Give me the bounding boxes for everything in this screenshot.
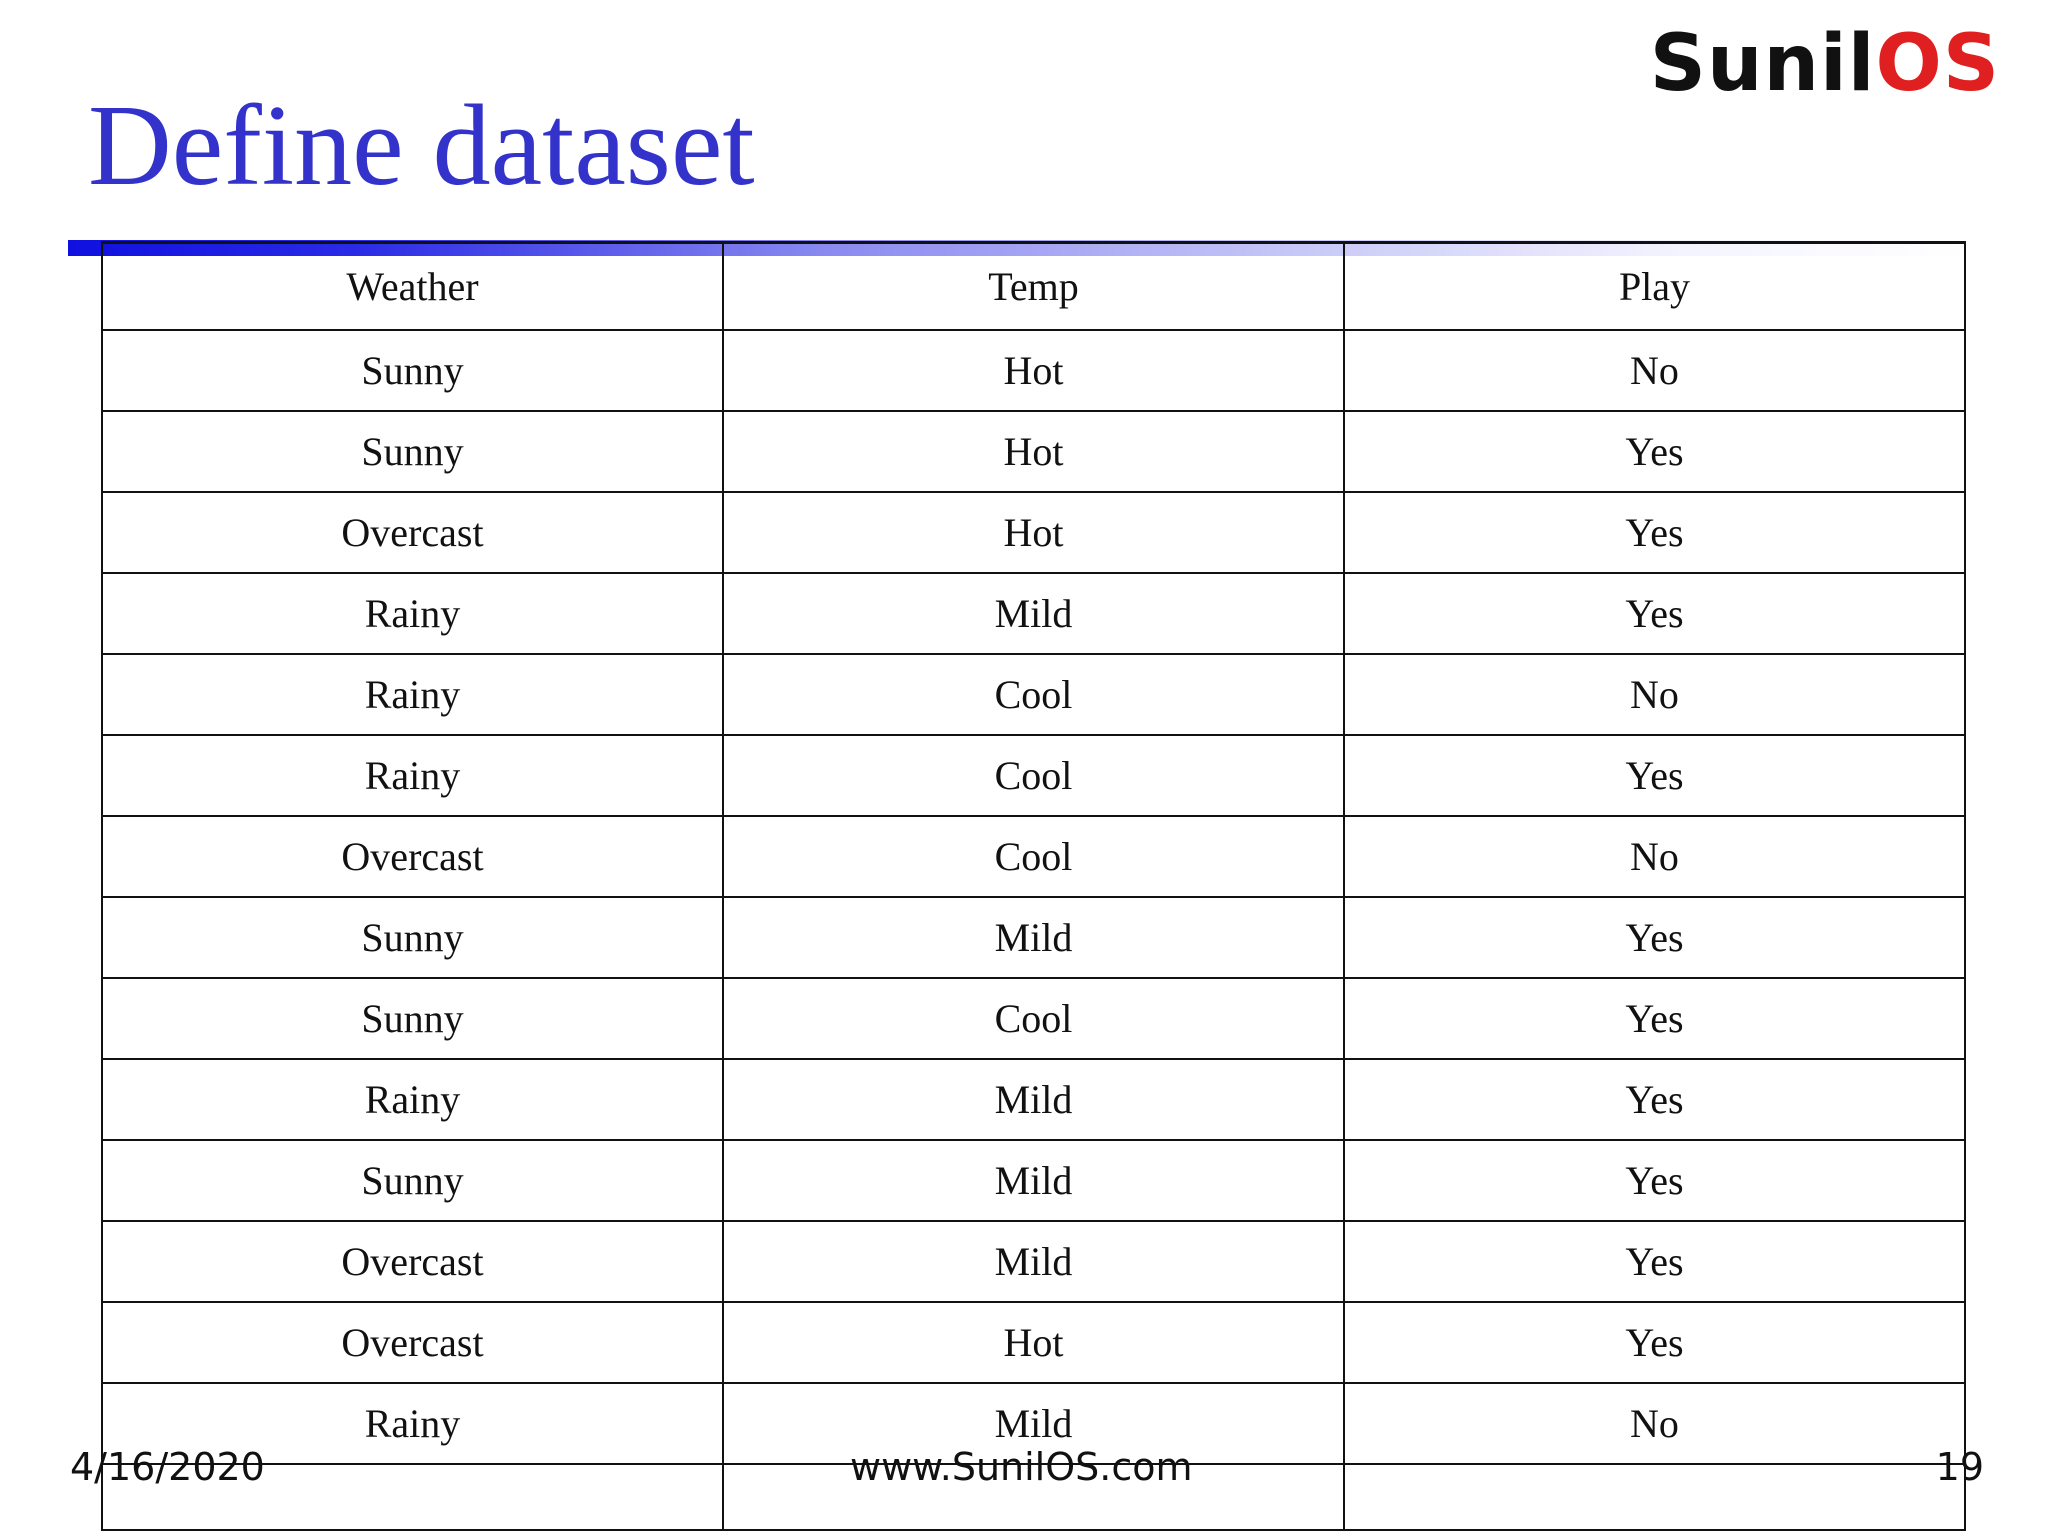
table-row — [102, 1059, 1965, 1140]
table-cell: Yes — [1344, 735, 1965, 816]
slide-title: Define dataset — [88, 82, 755, 210]
table-cell: No — [1344, 330, 1965, 411]
table-cell: Yes — [1344, 411, 1965, 492]
table-cell: Overcast — [102, 1221, 723, 1302]
table-cell: Hot — [723, 492, 1344, 573]
table-cell: Mild — [723, 573, 1344, 654]
table-cell: Cool — [723, 735, 1344, 816]
table-cell: Mild — [723, 1140, 1344, 1221]
table-cell: Rainy — [102, 573, 723, 654]
table-row — [102, 1221, 1965, 1302]
footer-page-number: 19 — [1935, 1445, 1984, 1489]
table-cell: Mild — [723, 1221, 1344, 1302]
table-cell: Hot — [723, 411, 1344, 492]
logo-text-red: OS — [1875, 19, 2000, 109]
table-row — [102, 978, 1965, 1059]
table-cell: Mild — [723, 1059, 1344, 1140]
table-row — [102, 330, 1965, 411]
table-cell: Overcast — [102, 492, 723, 573]
table-row — [102, 411, 1965, 492]
header-cell: Play — [1344, 243, 1965, 331]
table-cell: No — [1344, 816, 1965, 897]
table-row — [102, 1140, 1965, 1221]
table-row — [102, 654, 1965, 735]
header-cell: Weather — [102, 243, 723, 331]
table-cell: No — [1344, 654, 1965, 735]
table-cell: Yes — [1344, 897, 1965, 978]
table-cell: Cool — [723, 816, 1344, 897]
table-cell: Rainy — [102, 654, 723, 735]
table-cell: Rainy — [102, 1383, 723, 1464]
table-cell: Mild — [723, 1383, 1344, 1464]
table-cell: Hot — [723, 330, 1344, 411]
table-cell: Yes — [1344, 1302, 1965, 1383]
table-cell: Yes — [1344, 1140, 1965, 1221]
table-cell: Sunny — [102, 330, 723, 411]
header-cell: Temp — [723, 243, 1344, 331]
table-cell: Sunny — [102, 978, 723, 1059]
table-cell: Mild — [723, 897, 1344, 978]
table-cell: Sunny — [102, 411, 723, 492]
logo-text-dark: Sunil — [1649, 19, 1876, 109]
footer-date: 4/16/2020 — [70, 1445, 265, 1489]
table-cell: No — [1344, 1383, 1965, 1464]
table-cell: Cool — [723, 654, 1344, 735]
table-cell: Yes — [1344, 1221, 1965, 1302]
table-row — [102, 816, 1965, 897]
table-cell: Yes — [1344, 978, 1965, 1059]
table-cell: Rainy — [102, 1059, 723, 1140]
table-row — [102, 492, 1965, 573]
table-cell: Rainy — [102, 735, 723, 816]
table-cell: Overcast — [102, 1302, 723, 1383]
table-cell-empty — [1344, 1464, 1965, 1530]
table-cell: Sunny — [102, 897, 723, 978]
dataset-table — [101, 241, 1966, 1531]
sunilos-logo — [1649, 19, 2000, 109]
table-row — [102, 735, 1965, 816]
table-cell: Overcast — [102, 816, 723, 897]
table-header-row — [102, 243, 1965, 331]
table-row — [102, 573, 1965, 654]
table-cell: Yes — [1344, 573, 1965, 654]
table-row — [102, 897, 1965, 978]
table-row — [102, 1302, 1965, 1383]
table-cell: Cool — [723, 978, 1344, 1059]
footer-url: www.SunilOS.com — [850, 1445, 1193, 1489]
table-cell: Yes — [1344, 492, 1965, 573]
table-cell: Yes — [1344, 1059, 1965, 1140]
table-cell: Sunny — [102, 1140, 723, 1221]
table-cell: Hot — [723, 1302, 1344, 1383]
